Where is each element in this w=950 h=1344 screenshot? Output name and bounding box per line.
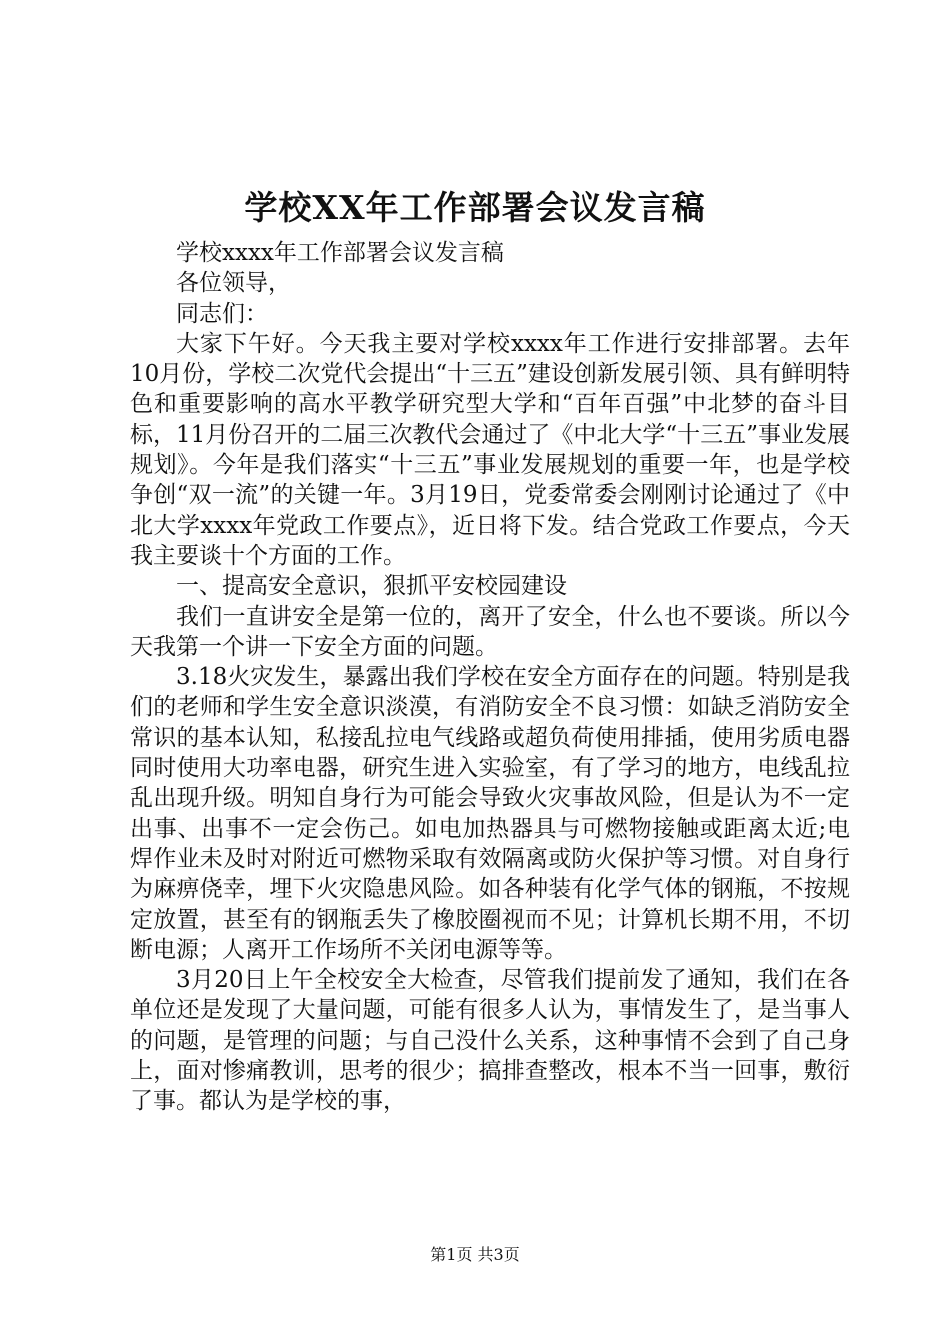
- document-body: [130, 238, 850, 1117]
- paragraph-fire-incident: 3.18火灾发生，暴露出我们学校在安全方面存在的问题。特别是我们的老师和学生安全意识淡漠，有消防安全不良习惯：如缺乏消防安全常识的基本认知，私接乱拉电气线路或超负荷使用排插，使用劣质电器同时使用大功率电器，研究生进入实验室，有了学习的地方，电线乱拉乱出现升级。明知自身行为可能会导致火灾事故风险，但是认为不一定出事、出事不一定会伤己。如电加热器具与可燃物接触或距离太近;电焊作业未及时对附近可燃物采取有效隔离或防火保护等习惯。对自身行为麻痹侥幸，埋下火灾隐患风险。如各种装有化学气体的钢瓶，不按规定放置，甚至有的钢瓶丢失了橡胶圈视而不见；计算机长期不用，不切断电源；人离开工作场所不关闭电源等等。: [130, 664, 850, 963]
- page-number-footer: 第1页 共3页: [430, 1245, 520, 1264]
- paragraph-intro: 大家下午好。今天我主要对学校xxxx年工作进行安排部署。去年10月份，学校二次党代会提出“十三五”建设创新发展引领、具有鲜明特色和重要影响的高水平教学研究型大学和“百年百强”中北梦的奋斗目标，11月份召开的二届三次教代会通过了《中北大学“十三五”事业发展规划》。今年是我们落实“十三五”事业发展规划的重要一年，也是学校争创“双一流”的关键一年。3月19日，党委常委会刚刚讨论通过了《中北大学xxxx年党政工作要点》，近日将下发。结合党政工作要点，今天我主要谈十个方面的工作。: [130, 330, 850, 569]
- document-title: 学校XX年工作部署会议发言稿: [244, 188, 706, 227]
- paragraph-salutation-comrades: 同志们：: [176, 300, 268, 327]
- paragraph-heading-repeat: 学校xxxx年工作部署会议发言稿: [176, 240, 504, 266]
- paragraph-safety-inspection: 3月20日上午全校安全大检查，尽管我们提前发了通知，我们在各单位还是发现了大量问题，可能有很多人认为，事情发生了，是当事人的问题，是管理的问题；与自己没什么关系，这种事情不会到了自己身上，面对惨痛教训，思考的很少；搞排查整改，根本不当一回事，敷衍了事。都认为是学校的事，: [130, 967, 850, 1115]
- paragraph-safety-first: 我们一直讲安全是第一位的，离开了安全，什么也不要谈。所以今天我第一个讲一下安全方面的问题。: [130, 603, 850, 660]
- section-heading-safety: 一、提高安全意识，狠抓平安校园建设: [176, 573, 567, 600]
- paragraph-salutation-leaders: 各位领导，: [176, 270, 291, 297]
